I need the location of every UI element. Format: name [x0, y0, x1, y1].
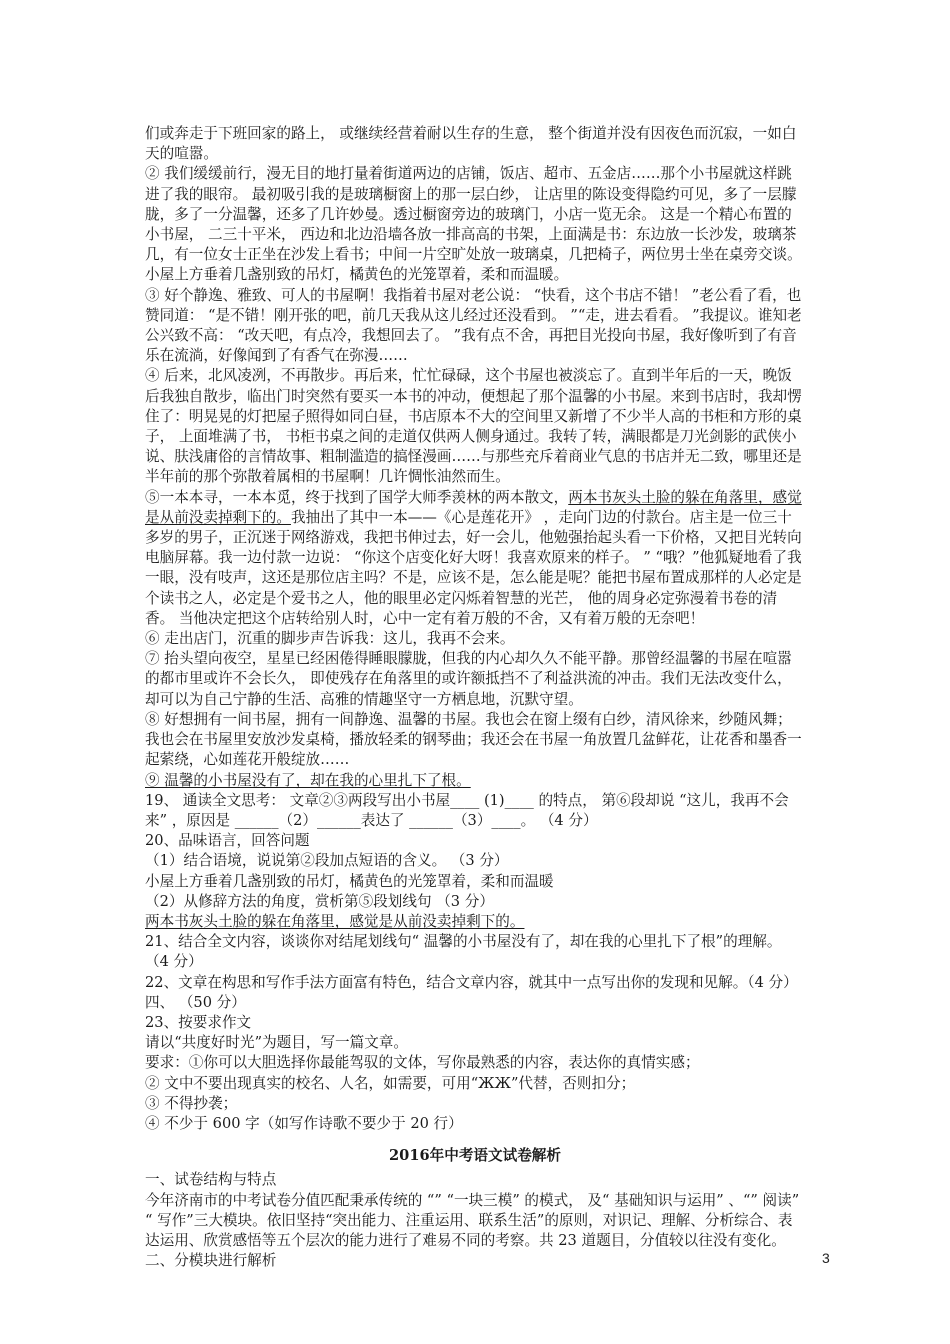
question-23-requirement-1: 要求：①你可以大胆选择你最能驾驭的文体，写你最熟悉的内容，表达你的真情实感；: [145, 1054, 700, 1072]
paragraph-4: ④ 后来，北风凌冽，不再散步。再后来，忙忙碌碌，这个书屋也被淡忘了。直到半年后的一天，晚饭后我独自散步，临出门时突然有要买一本书的冲动，便想起了那个温馨的小书屋。来到书店时，我却愣住了：明晃晃的灯把屋子照得如同白昼，书店原本不大的空间里又新增了不少半人高的书柜和方形的桌子， 上面堆满了书， 书柜书桌之间的走道仅供两人侧身通过。我转了转，满眼都是刀光剑影的武侠小说、肤浅庸俗的言情故事、粗制滥造的搞怪漫画……与那些充斥着商业气息的书店并无二致，哪里还是半年前的那个弥散着属相的书屋啊！几许惆怅油然而生。: [145, 367, 802, 486]
question-20: 20、品味语言，回答问题: [145, 832, 310, 850]
question-23-requirement-4: ④ 不少于 600 字（如写作诗歌不要少于 20 行）: [145, 1114, 463, 1132]
question-23-requirement-3: ③ 不得抄袭；: [145, 1094, 238, 1112]
analysis-heading-2: 二、分模块进行解析: [145, 1252, 277, 1270]
section-4-heading: 四、 （50 分）: [145, 993, 246, 1011]
question-20-1: （1）结合语境，说说第②段加点短语的含义。 （3 分）: [145, 852, 509, 870]
question-20-1-quote: 小屋上方垂着几盏别致的吊灯，橘黄色的光笼罩着，柔和而温暖: [145, 872, 554, 890]
paragraph-2: ② 我们缓缓前行，漫无目的地打量着街道两边的店铺，饭店、超市、五金店……那个小书屋就这样跳进了我的眼帘。 最初吸引我的是玻璃橱窗上的那一层白纱， 让店里的陈设变得隐约可见，多了一层朦胧，多了一分温馨，还多了几许妙曼。透过橱窗旁边的玻璃门，小店一览无余。 这是一个精心布置的小书屋， 二三十平米， 西边和北边沿墙各放一排高高的书架，上面满是书：东边放一长沙发，玻璃茶几，有一位女士正坐在沙发上看书；中间一片空旷处放一玻璃桌，几把椅子，两位男士坐在桌旁交谈。小屋上方垂着几盏别致的吊灯，橘黄色的光笼罩着，柔和而温暖。: [145, 165, 802, 284]
question-19: 19、 通读全文思考： 文章②③两段写出小书屋____ (1)____ 的特点， 第⑥段却说 “这儿，我再不会来” ，原因是 ______（2）______表达了 ______（3）____。 （4 分）: [145, 791, 789, 829]
question-22: 22、文章在构思和写作手法方面富有特色，结合文章内容，就其中一点写出你的发现和见解。（4 分）: [145, 973, 798, 991]
paragraph-6: ⑥ 走出店门，沉重的脚步声告诉我：这儿，我再不会来。: [145, 630, 515, 648]
document-page: [145, 124, 805, 1271]
question-20-2: （2）从修辞方法的角度，赏析第⑤段划线句 （3 分）: [145, 892, 494, 910]
paragraph-5-rest: 我抽出了其中一本——《心是莲花开》 ，走向门边的付款台。店主是一位三十多岁的男子，正沉迷于网络游戏，我把书伸过去，好一会儿，他勉强抬起头看一下价格，又把目光转向电脑屏幕。我一边付款一边说： “你这个店变化好大呀！我喜欢原来的样子。 ” “哦？”他狐疑地看了我一眼，没有吱声，这还是那位店主吗？不是，应该不是，怎么能是呢？能把书屋布置成那样的人必定是个读书之人，必定是个爱书之人，他的眼里必定闪烁着智慧的光芒， 他的周身必定弥漫着书卷的清香。 当他决定把这个店转给别人时，心中一定有着万般的不舍，又有着万般的无奈吧！: [145, 508, 802, 627]
paragraph-3: ③ 好个静逸、雅致、可人的书屋啊！我指着书屋对老公说： “快看，这个书店不错！ ”老公看了看，也赞同道： “是不错！刚开张的吧，前几天我从这儿经过还没看到。 ”“走，进去看看。 ”我提议。谁知老公兴致不高： “改天吧，有点冷，我想回去了。 ”我有点不舍，再把目光投向书屋，我好像听到了有音乐在流淌，好像闻到了有香气在弥漫……: [145, 286, 802, 365]
paragraph-intro: 们或奔走于下班回家的路上， 或继续经营着耐以生存的生意， 整个街道并没有因夜色而沉寂，一如白天的喧嚣。: [145, 125, 797, 163]
analysis-title: 2016年中考语文试卷解析: [389, 1147, 561, 1165]
analysis-body: 今年济南市的中考试卷分值匹配秉承传统的 “” “一块三模” 的模式， 及“ 基础知识与运用” 、“” 阅读” “ 写作”三大模块。依旧坚持“突出能力、注重运用、联系生活”的原则，对识记、理解、分析综合、表达运用、欣赏感悟等五个层次的能力进行了难易不同的考察。共 23 道题目，分值较以往没有变化。: [145, 1191, 800, 1249]
question-23: 23、按要求作文: [145, 1013, 252, 1031]
paragraph-8: ⑧ 好想拥有一间书屋，拥有一间静逸、温馨的书屋。我也会在窗上缀有白纱，清风徐来，纱随风舞；我也会在书屋里安放沙发桌椅，播放轻柔的钢琴曲；我还会在书屋一角放置几盆鲜花，让花香和墨香一起萦绕，心如莲花开般绽放……: [145, 710, 802, 769]
paragraph-5: [145, 488, 805, 629]
page-number: 3: [822, 1250, 830, 1266]
question-23-requirement-2: ② 文中不要出现真实的校名、人名，如需要，可用“ЖЖ”代替，否则扣分；: [145, 1074, 636, 1092]
analysis-heading-1: 一、试卷结构与特点: [145, 1171, 277, 1189]
paragraph-5-underlined-sentence: 两本书灰头土脸的躲在角落里，感觉是从前没卖掉剩下的。: [145, 488, 802, 526]
paragraph-9: ⑨ 温馨的小书屋没有了，却在我的心里扎下了根。: [145, 771, 471, 789]
question-20-2-quote: 两本书灰头土脸的躲在角落里，感觉是从前没卖掉剩下的。: [145, 912, 525, 930]
paragraph-7: ⑦ 抬头望向夜空，星星已经困倦得睡眼朦胧，但我的内心却久久不能平静。那曾经温馨的书屋在喧嚣的都市里或许不会长久， 即使残存在角落里的或许额抵挡不了利益洪流的冲击。我们无法改变什么，却可以为自己宁静的生活、高雅的情趣坚守一方栖息地，沉默守望。: [145, 650, 792, 708]
paragraph-5-lead: ⑤一本本寻，一本本觅，终于找到了国学大师季羡林的两本散文，: [145, 488, 569, 506]
question-23-title: 请以“共度好时光”为题目，写一篇文章。: [145, 1034, 409, 1052]
question-21: 21、结合全文内容，谈谈你对结尾划线句“ 温馨的小书屋没有了，却在我的心里扎下了根”的理解。 （4 分）: [145, 933, 782, 971]
